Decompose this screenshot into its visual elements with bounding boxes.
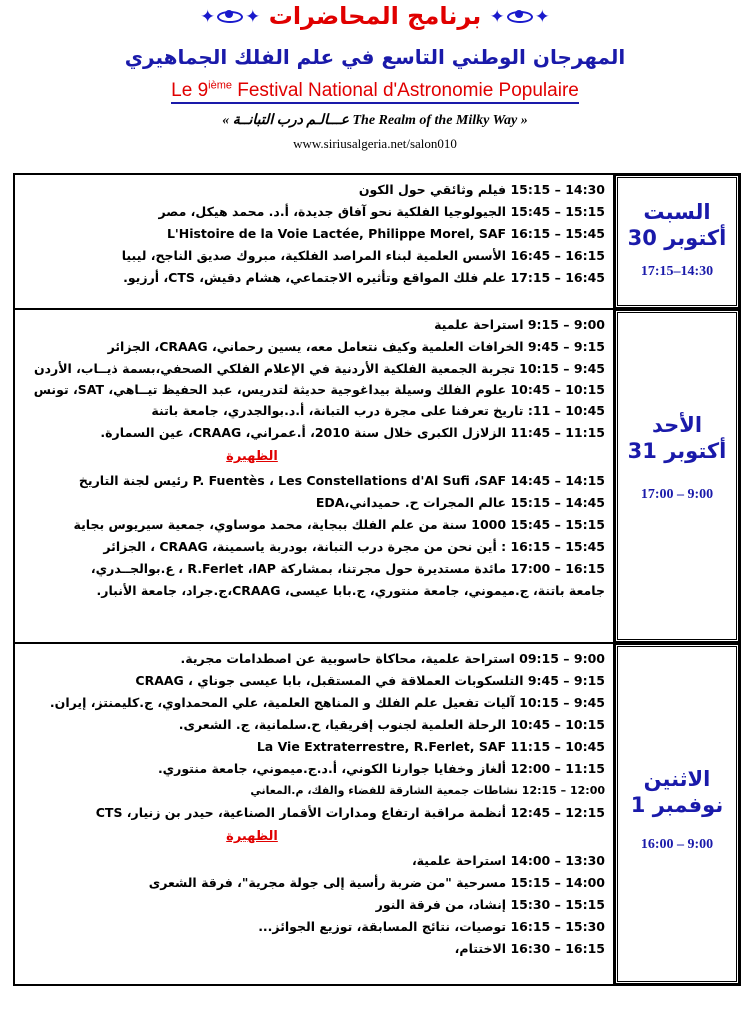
schedule-table	[13, 173, 741, 986]
section-heading-afternoon: الظهيرة	[226, 829, 278, 844]
schedule-line: 15:15 – 15:45 1000 سنة من علم الفلك ببجاية، محمد موساوي، جمعية سيريوس بجاية	[73, 517, 605, 532]
schedule-line: 9:15 – 9:45 التلسكوبات العملاقة في المستقبل، بابا عيسى جوناي ، CRAAG	[135, 673, 605, 688]
schedule-line: 15:45 – 16:15 L'Histoire de la Voie Lactée, Philippe Morel, SAF	[166, 226, 605, 241]
page-header	[0, 0, 750, 165]
day-cell-saturday	[615, 175, 739, 308]
program-title-row	[0, 2, 750, 30]
schedule-line: 10:15 – 10:45 الرحلة العلمية لجنوب إفريقيا، ح.سلمانية، ج. الشعرى.	[178, 717, 605, 732]
schedule-line: 15:15 – 15:45 الجيولوجيا الفلكية نحو آفاق جديدة، أ.د. محمد هيكل، مصر	[158, 204, 605, 219]
day-row-sunday	[15, 310, 739, 644]
schedule-line: 14:00 – 15:15 مسرحية "من ضربة رأسية إلى جولة مجرية"، فرقة الشعرى	[148, 875, 605, 890]
schedule-line: 15:45 – 16:15 : أين نحن من مجرة درب التبانة، بودربة ياسمينة، CRAAG ، الجزائر	[103, 539, 605, 554]
schedule-line: 14:15 – 14:45 P. Fuentès ، Les Constellations d'Al Sufi ،SAF رئيس لجنة التاريخ	[78, 473, 605, 488]
schedule-line: 16:15 – 16:30 الاختتام،	[454, 941, 605, 956]
schedule-line: 15:15 – 15:30 إنشاد، من فرقة النور	[375, 897, 605, 912]
planet-icon	[507, 11, 533, 23]
website-link[interactable]: www.siriusalgeria.net/salon010	[293, 136, 457, 151]
day-time-range: 17:15–14:30	[640, 264, 714, 279]
day-row-saturday	[15, 175, 739, 310]
day-cell-sunday	[615, 310, 739, 642]
day-name: السبت	[643, 200, 711, 224]
star-icon: ✦	[200, 6, 216, 28]
day-row-monday	[15, 644, 739, 984]
schedule-line: 14:45 – 15:15 عالم المجرات ح. حميداني،EDA	[315, 495, 605, 510]
schedule-line: 11:15 – 11:45 الزلازل الكبرى خلال سنة 2010، أ.عمراني، CRAAG، عين السمارة.	[100, 425, 605, 440]
events-saturday	[15, 175, 615, 308]
star-icon: ✦	[245, 6, 261, 28]
day-date: 1 نوفمبر	[630, 793, 724, 817]
star-icon: ✦	[534, 6, 550, 28]
events-monday	[15, 644, 615, 984]
schedule-line: 16:15 – 16:45 الأسس العلمية لبناء المراصد الفلكية، مبروك صديق الناجح، ليبيا	[121, 248, 605, 263]
schedule-line: 9:15 – 9:45 الخرافات العلمية وكيف نتعامل معه، يسين رحماني، CRAAG، الجزائر	[107, 339, 605, 354]
schedule-line: 16:45 – 17:15 علم فلك المواقع وتأثيره الاجتماعي، هشام دقيش، CTS، أرزيو.	[123, 270, 605, 285]
schedule-line: 12:15 – 12:45 أنظمة مراقبة ارتفاع ومدارات الأقمار الصناعية، حيدر بن زنيار، CTS	[95, 805, 605, 820]
schedule-line: 16:15 – 17:00 مائدة مستديرة حول مجرتنا، بمشاركة R.Ferlet ،IAP ، ع.بوالجــدري،	[90, 561, 605, 576]
schedule-line: 9:45 – 10:15 آليات تفعيل علم الفلك و المناهج العلمية، علي المحمداوي، ج.كليمنتز، إيران.	[49, 695, 605, 710]
day-date: 31 أكتوبر	[627, 439, 727, 463]
day-time-range: 17:00 – 9:00	[640, 487, 714, 502]
schedule-line: 10:45 – 11:15 La Vie Extraterrestre, R.Ferlet, SAF	[256, 739, 605, 754]
schedule-line: جامعة باتنة، ج.ميموني، جامعة منتوري، ج.بابا عيسى، CRAAG،ج.جراد، جامعة الأنبار.	[96, 583, 605, 598]
day-name: الأحد	[651, 413, 703, 437]
planet-icon	[217, 11, 243, 23]
program-title: برنامج المحاضرات	[268, 2, 482, 30]
schedule-line: 10:45 – 11: تاريخ تعرفنا على مجرة درب التبانة، أ.د.بوالجدري، جامعة باتنة	[151, 403, 605, 418]
day-cell-monday	[615, 644, 739, 984]
schedule-line: 10:15 – 10:45 علوم الفلك وسيلة بيداغوجية حديثة لتدريس، عبد الحفيظ تيــاهي، SAT، تونس	[33, 382, 605, 397]
schedule-line: 9:45 – 10:15 تجربة الجمعية الفلكية الأردنية في الإعلام الفلكي الصحفي،بسمة ذيــاب، الأردن	[33, 361, 605, 376]
day-date: 30 أكتوبر	[627, 226, 727, 250]
schedule-line: 9:00 – 09:15 استراحة علمية، محاكاة حاسوبية عن اصطدامات مجرية.	[180, 651, 605, 666]
star-icon: ✦	[489, 6, 505, 28]
schedule-line: 9:00 – 9:15 استراحة علمية	[434, 317, 605, 332]
schedule-line: 12:00 – 12:15 نشاطات جمعية الشارقة للفضاء والفك، م.المعاني	[250, 784, 605, 797]
schedule-line: 15:30 – 16:15 توصيات، نتائج المسابقة، توزيع الجوائز...	[258, 919, 605, 934]
festival-title-arabic: المهرجان الوطني التاسع في علم الفلك الجماهيري	[124, 45, 626, 69]
festival-title-french: Le 9ième Festival National d'Astronomie Populaire	[0, 80, 750, 102]
events-sunday	[15, 310, 615, 642]
schedule-line: 11:15 – 12:00 ألغاز وخفايا جوارنا الكوني، أ.د.ج.ميموني، جامعة منتوري.	[157, 761, 605, 776]
schedule-line: 13:30 – 14:00 استراحة علمية،	[411, 853, 605, 868]
festival-theme: « عـــالـم درب التبانــة The Realm of the Milky Way »	[222, 113, 528, 128]
section-heading-afternoon: الظهيرة	[226, 449, 278, 464]
day-time-range: 16:00 – 9:00	[640, 837, 714, 852]
day-name: الاثنين	[643, 767, 711, 791]
schedule-line: 14:30 – 15:15 فيلم وثائقي حول الكون	[358, 182, 605, 197]
